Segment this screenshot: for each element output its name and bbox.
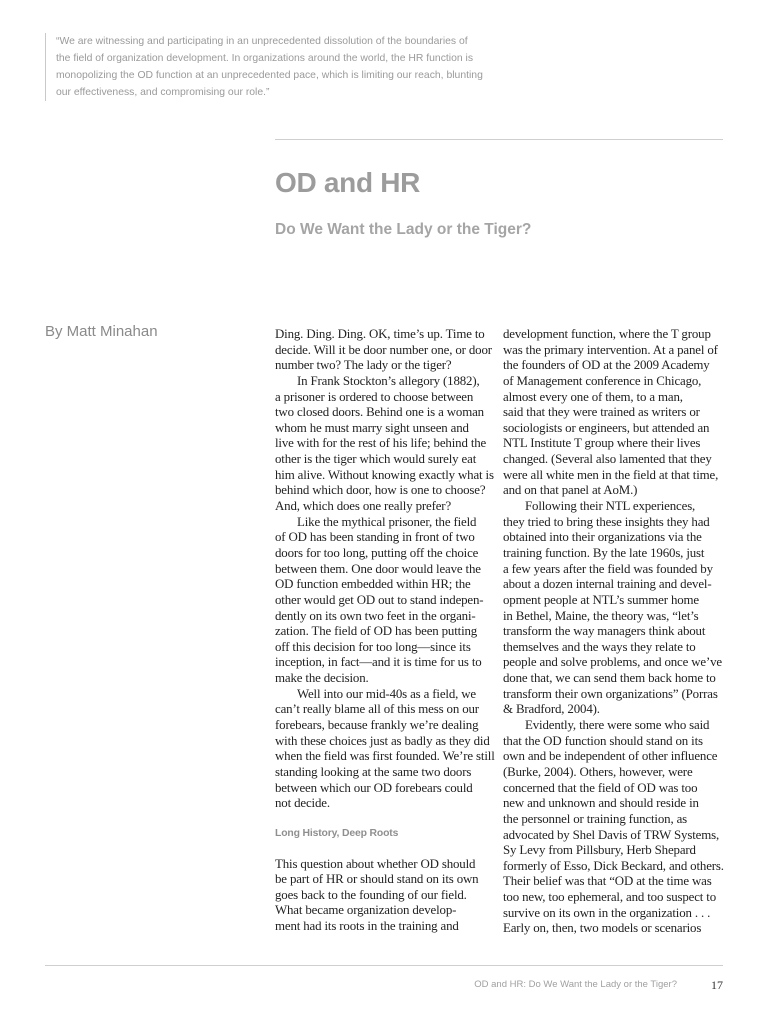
text-line: and on that panel at AoM.) <box>503 483 638 498</box>
text-line: doors for too long, putting off the choice <box>275 545 479 560</box>
text-line: goes back to the founding of our field. <box>275 887 467 902</box>
text-line: Following their NTL experiences, <box>525 499 696 514</box>
running-footer-title: OD and HR: Do We Want the Lady or the Tiger? <box>474 979 677 990</box>
text-line: themselves and the ways they relate to <box>503 639 696 654</box>
text-line: And, which does one really prefer? <box>275 499 452 514</box>
text-line: said that they were trained as writers or <box>503 405 700 420</box>
text-line: two closed doors. Behind one is a woman <box>275 405 484 420</box>
pull-quote-line: the field of organization development. In organizations around the world, the HR function is <box>56 53 474 64</box>
text-line: make the decision. <box>275 671 369 686</box>
text-line: Their belief was that “OD at the time was <box>503 874 712 889</box>
text-line: him alive. Without knowing exactly what is <box>275 467 494 482</box>
text-line: whom he must marry sight unseen and <box>275 420 469 435</box>
body-column-1 <box>275 327 495 935</box>
text-line: sociologists or engineers, but attended an <box>503 420 710 435</box>
text-line: Evidently, there were some who said <box>525 718 710 733</box>
text-line: a prisoner is ordered to choose between <box>275 389 474 404</box>
text-line: own and be independent of other influence <box>503 749 718 764</box>
text-line: NTL Institute T group where their lives <box>503 436 701 451</box>
text-line: live with for the rest of his life; behind the <box>275 436 487 451</box>
text-line: of Management conference in Chicago, <box>503 373 702 388</box>
pull-quote-line: monopolizing the OD function at an unprecedented pace, which is limiting our reach, blunting <box>56 70 483 81</box>
text-line: Early on, then, two models or scenarios <box>503 921 702 936</box>
text-line: inception, in fact—and it is time for us to <box>275 655 482 670</box>
text-line: ment had its roots in the training and <box>275 919 459 934</box>
text-line: changed. (Several also lamented that they <box>503 452 712 467</box>
text-line: zation. The field of OD has been putting <box>275 624 478 639</box>
pull-quote-line: “We are witnessing and participating in an unprecedented dissolution of the boundaries of <box>56 36 468 47</box>
text-line: Like the mythical prisoner, the field <box>297 514 477 529</box>
text-line: can’t really blame all of this mess on our <box>275 702 479 717</box>
text-line: standing looking at the same two doors <box>275 764 472 779</box>
text-line: of OD has been standing in front of two <box>275 530 475 545</box>
text-line: development function, where the T group <box>503 327 711 341</box>
text-line: off this decision for too long—since its <box>275 639 471 654</box>
text-line: number two? The lady or the tiger? <box>275 358 452 373</box>
text-line: behind which door, how is one to choose? <box>275 483 486 498</box>
text-line: Ding. Ding. Ding. OK, time’s up. Time to <box>275 327 485 341</box>
article-subtitle: Do We Want the Lady or the Tiger? <box>275 221 532 238</box>
article-title: OD and HR <box>275 167 421 198</box>
text-line: that the OD function should stand on its <box>503 733 703 748</box>
text-line: (Burke, 2004). Others, however, were <box>503 764 693 779</box>
text-line: not decide. <box>275 796 330 811</box>
text-line: when the field was first founded. We’re still <box>275 749 495 764</box>
text-line: in Bethel, Maine, the theory was, “let’s <box>503 608 699 623</box>
text-line: other would get OD out to stand indepen- <box>275 592 484 607</box>
text-line: decide. Will it be door number one, or door <box>275 342 492 357</box>
text-line: the founders of OD at the 2009 Academy <box>503 358 710 373</box>
text-line: they tried to bring these insights they had <box>503 514 710 529</box>
text-line: formerly of Esso, Dick Beckard, and others. <box>503 858 724 873</box>
text-line: concerned that the field of OD was too <box>503 780 698 795</box>
text-line: obtained into their organizations via the <box>503 530 702 545</box>
text-line: This question about whether OD should <box>275 856 476 871</box>
text-line: opment people at NTL’s summer home <box>503 592 699 607</box>
text-line: between which our OD forebears could <box>275 780 473 795</box>
text-line: transform the way managers think about <box>503 624 706 639</box>
pull-quote <box>45 33 500 101</box>
section-heading: Long History, Deep Roots <box>275 827 399 839</box>
text-line: Sy Levy from Pillsbury, Herb Shepard <box>503 843 696 858</box>
text-line: new and unknown and should reside in <box>503 796 699 811</box>
text-line: OD function embedded within HR; the <box>275 577 471 592</box>
text-line: was the primary intervention. At a panel of <box>503 342 718 357</box>
text-line: & Bradford, 2004). <box>503 702 600 717</box>
byline: By Matt Minahan <box>45 323 158 340</box>
text-line: Well into our mid-40s as a field, we <box>297 686 477 701</box>
text-line: be part of HR or should stand on its own <box>275 872 479 887</box>
spacer <box>275 812 495 826</box>
text-line: dently on its own two feet in the organi- <box>275 608 476 623</box>
text-line: about a dozen internal training and devel- <box>503 577 712 592</box>
spacer <box>275 842 495 857</box>
text-line: advocated by Shel Davis of TRW Systems, <box>503 827 720 842</box>
text-line: survive on its own in the organization . . . <box>503 905 711 920</box>
text-line: training function. By the late 1960s, just <box>503 545 705 560</box>
text-line: almost every one of them, to a man, <box>503 389 683 404</box>
header-divider <box>275 139 723 140</box>
text-line: a few years after the field was founded by <box>503 561 713 576</box>
footer-divider <box>45 965 723 966</box>
text-line: What became organization develop- <box>275 903 457 918</box>
text-line: between them. One door would leave the <box>275 561 481 576</box>
text-line: too new, too ephemeral, and too suspect to <box>503 890 717 905</box>
text-line: transform their own organizations” (Porras <box>503 686 718 701</box>
text-line: people and solve problems, and once we’ve <box>503 655 723 670</box>
text-line: forebears, because frankly we’re dealing <box>275 718 479 733</box>
body-column-2 <box>503 327 723 937</box>
text-line: In Frank Stockton’s allegory (1882), <box>297 373 480 388</box>
page-number: 17 <box>711 978 723 992</box>
text-line: done that, we can send them back home to <box>503 671 716 686</box>
text-line: with these choices just as badly as they did <box>275 733 490 748</box>
text-line: other is the tiger which would surely eat <box>275 452 477 467</box>
pull-quote-line: our effectiveness, and compromising our role.” <box>56 87 270 98</box>
text-line: the personnel or training function, as <box>503 811 688 826</box>
text-line: were all white men in the field at that time, <box>503 467 719 482</box>
